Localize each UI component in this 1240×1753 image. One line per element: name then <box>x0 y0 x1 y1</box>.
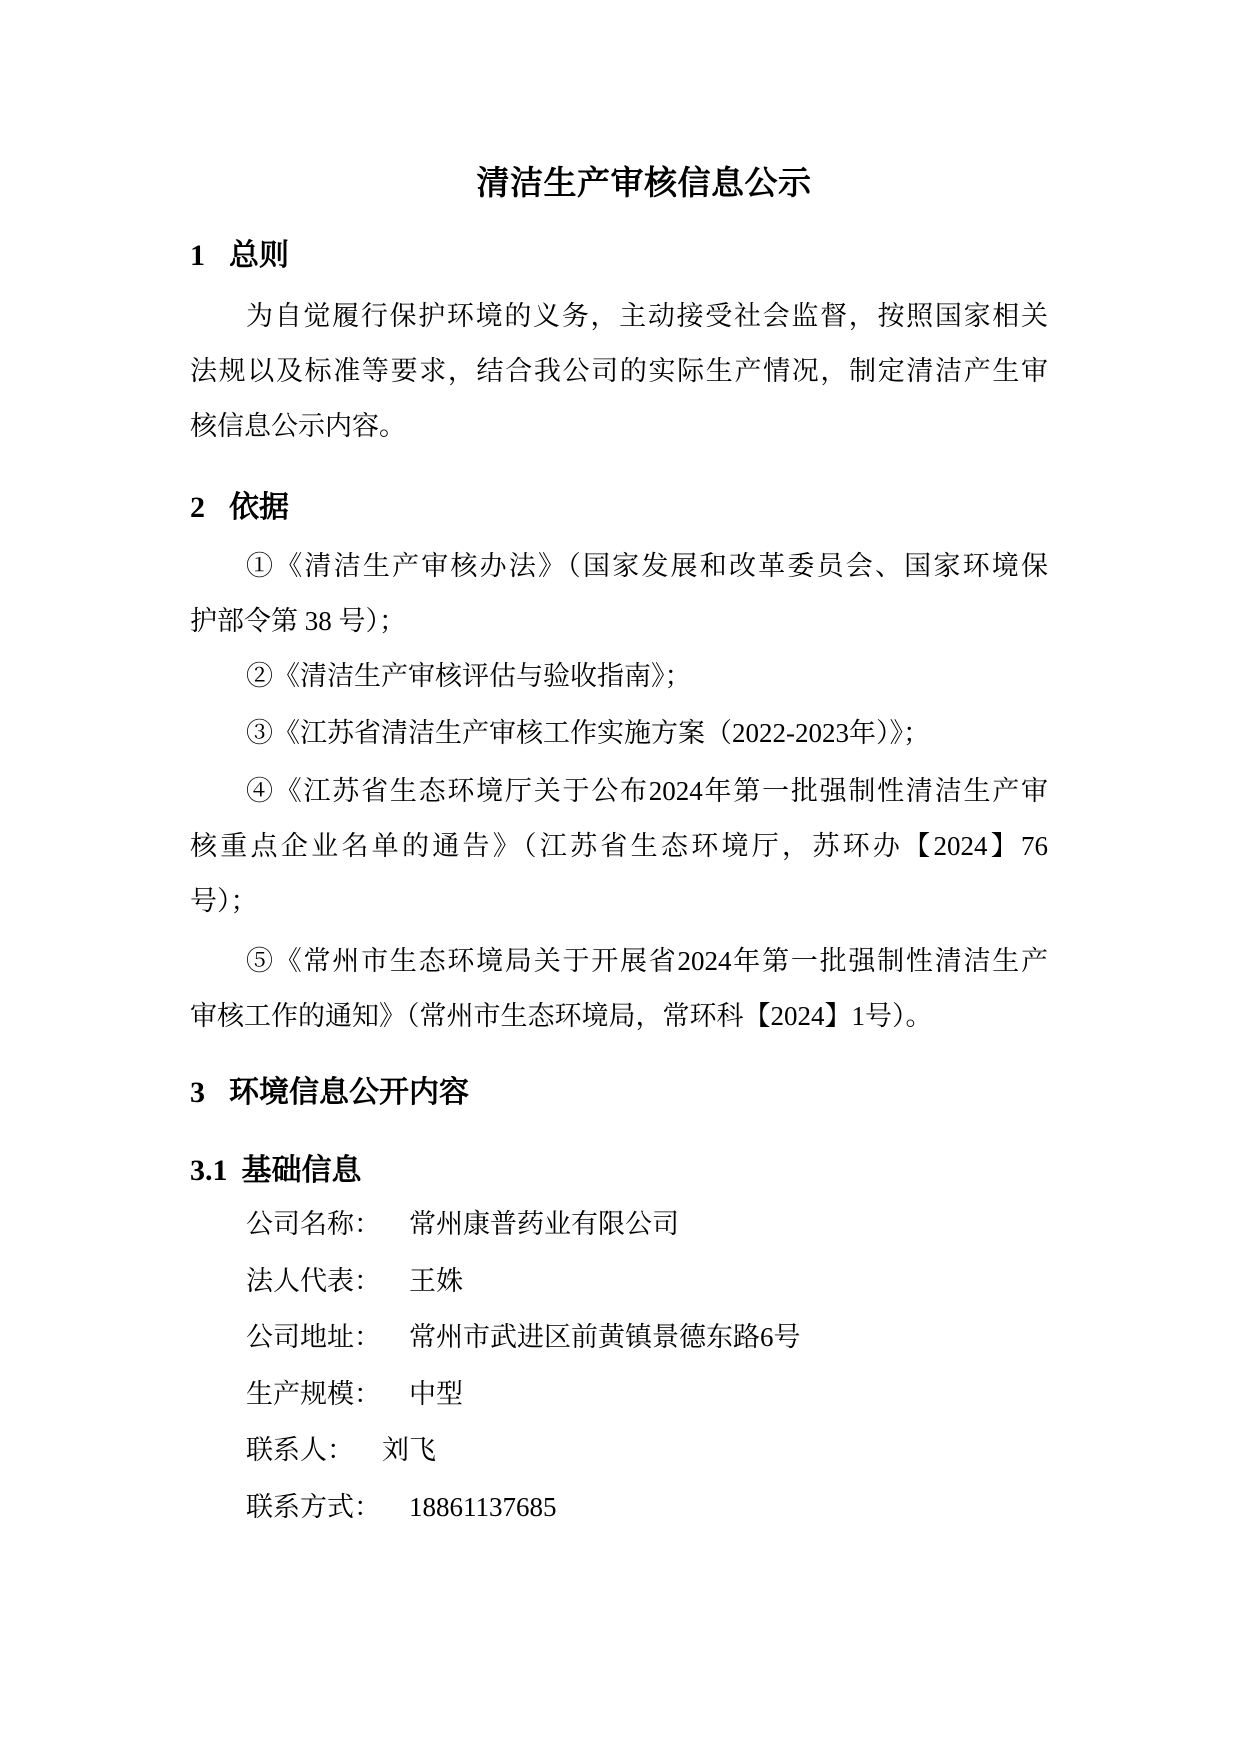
field-colon: ： <box>354 1491 381 1522</box>
reference-item-5 <box>190 934 1048 1044</box>
field-label: 法人代表 <box>246 1265 354 1296</box>
section-1-heading <box>190 236 1048 276</box>
heading-number: 2 <box>190 491 205 524</box>
field-colon: ： <box>354 1209 381 1239</box>
text-line: ③《江苏省清洁生产审核工作实施方案（2022-2023年）》； <box>246 718 930 748</box>
field-colon: ： <box>354 1322 381 1352</box>
field-colon: ： <box>354 1265 381 1296</box>
intro-paragraph <box>190 289 1048 454</box>
info-field-contact-person <box>190 1422 1048 1479</box>
field-value: 刘飞 <box>382 1435 436 1465</box>
text-line: 号）； <box>190 886 258 916</box>
text-line: 护部令第 38 号）； <box>190 606 406 636</box>
field-label: 联系方式 <box>246 1491 354 1522</box>
heading-number: 3.1 <box>190 1154 228 1187</box>
info-field-legal-representative <box>190 1253 1048 1310</box>
document-title: 清洁生产审核信息公示 <box>476 166 812 202</box>
basic-info-list <box>190 1196 1048 1535</box>
heading-text: 基础信息 <box>241 1154 362 1187</box>
reference-item-4 <box>190 764 1048 929</box>
field-label: 公司地址 <box>246 1322 354 1352</box>
field-value: 18861137685 <box>409 1491 557 1522</box>
text-line: 为自觉履行保护环境的义务，主动接受社会监督，按照国家相关 <box>246 301 1048 331</box>
field-value: 常州康普药业有限公司 <box>409 1209 679 1239</box>
section-2-heading <box>190 488 1048 528</box>
field-value: 中型 <box>409 1378 463 1409</box>
reference-item-3 <box>190 706 1048 761</box>
heading-text: 依据 <box>229 491 289 524</box>
text-line: 审核工作的通知》（常州市生态环境局，常环科【2024】1号）。 <box>190 1001 933 1031</box>
info-field-company-address <box>190 1309 1048 1366</box>
text-line: ⑤《常州市生态环境局关于开展省2024年第一批强制性清洁生产 <box>246 946 1048 976</box>
reference-item-1 <box>190 539 1048 649</box>
field-value: 王姝 <box>409 1265 463 1296</box>
field-value: 常州市武进区前黄镇景德东路6号 <box>409 1322 801 1352</box>
info-field-contact-number <box>190 1479 1048 1536</box>
text-line: 核信息公示内容。 <box>190 411 406 441</box>
text-line: 核重点企业名单的通告》（江苏省生态环境厅，苏环办【2024】76 <box>190 831 1048 861</box>
field-colon: ： <box>354 1378 381 1409</box>
info-field-company-name <box>190 1196 1048 1253</box>
field-label: 联系人 <box>246 1435 327 1465</box>
field-label: 公司名称 <box>246 1209 354 1239</box>
info-field-production-scale <box>190 1366 1048 1423</box>
field-label: 生产规模 <box>246 1378 354 1409</box>
heading-number: 3 <box>190 1076 205 1109</box>
field-colon: ： <box>327 1435 354 1465</box>
section-3-heading <box>190 1073 1048 1113</box>
text-line: 法规以及标准等要求，结合我公司的实际生产情况，制定清洁产生审 <box>190 356 1048 386</box>
text-line: ②《清洁生产审核评估与验收指南》； <box>246 661 692 691</box>
section-3-1-heading <box>190 1151 1048 1191</box>
text-line: ①《清洁生产审核办法》（国家发展和改革委员会、国家环境保 <box>246 551 1048 581</box>
heading-number: 1 <box>190 239 205 272</box>
heading-text: 总则 <box>229 239 289 272</box>
heading-text: 环境信息公开内容 <box>229 1076 469 1109</box>
text-line: ④《江苏省生态环境厅关于公布2024年第一批强制性清洁生产审 <box>246 776 1048 806</box>
reference-item-2 <box>190 649 1048 704</box>
